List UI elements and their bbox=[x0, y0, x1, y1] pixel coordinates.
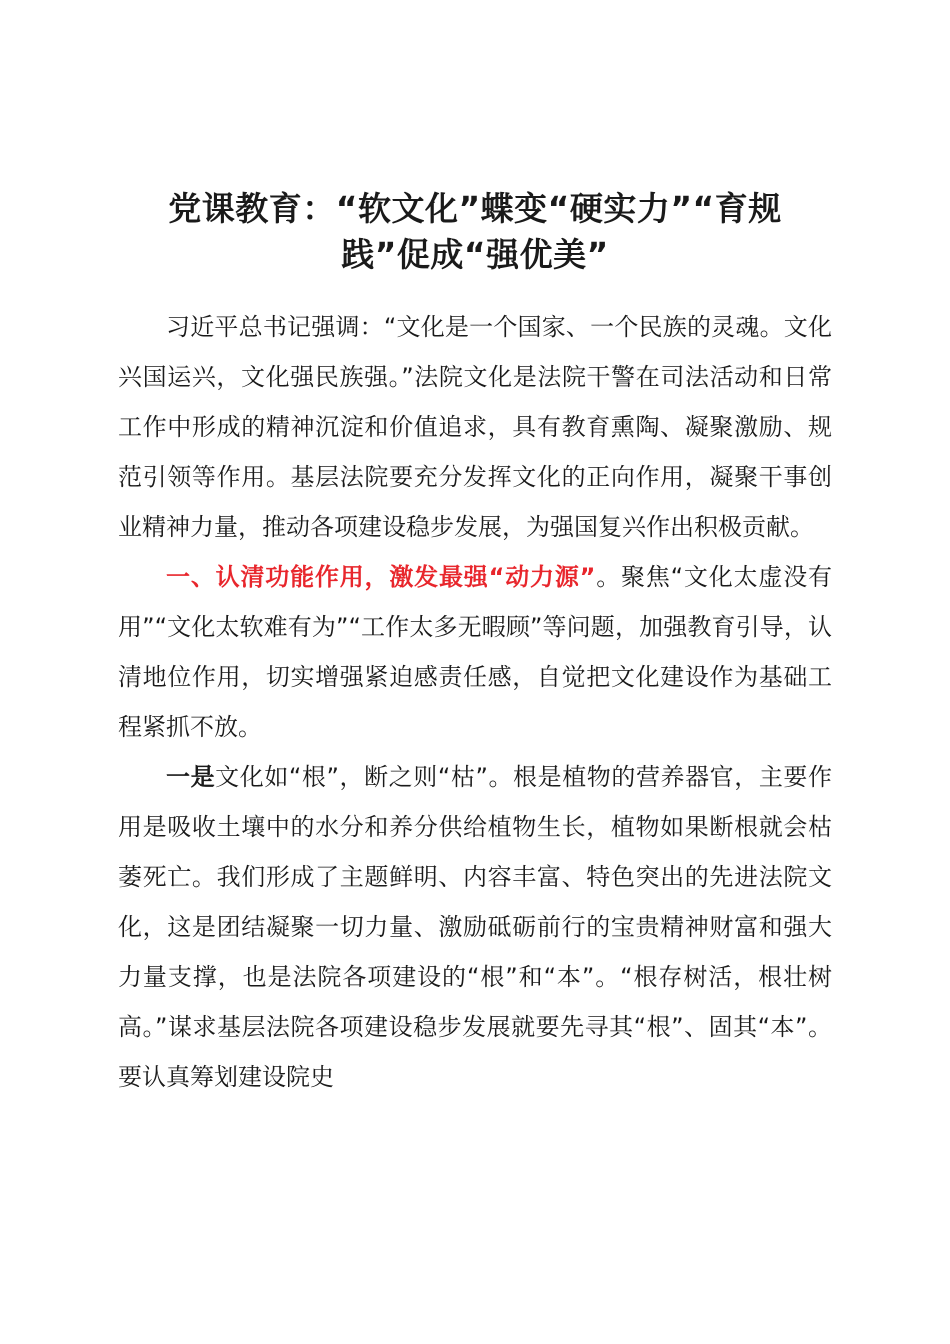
document-title bbox=[100, 186, 850, 278]
section-1-text: 。聚焦“文化太虚没有用”“文化太软难有为”“工作太多无暇顾”等问题，加强教育引导，认清地位作用，切实增强紧迫感责任感，自觉把文化建设作为基础工程紧抓不放。 bbox=[118, 563, 833, 741]
intro-paragraph bbox=[118, 302, 832, 552]
point-1-text: 文化如“根”，断之则“枯”。根是植物的营养器官，主要作用是吸收土壤中的水分和养分供给植物生长，植物如果断根就会枯萎死亡。我们形成了主题鲜明、内容丰富、特色突出的先进法院文化，这是团结凝聚一切力量、激励砥砺前行的宝贵精神财富和强大力量支撑，也是法院各项建设的“根”和“本”。“根存树活，根壮树高。”谋求基层法院各项建设稳步发展就要先寻其“根”、固其“本”。要认真筹划建设院史 bbox=[118, 763, 833, 1091]
title-line-2: 践”促成“强优美” bbox=[341, 235, 609, 274]
section-1-heading: 一、认清功能作用，激发最强“动力源” bbox=[166, 563, 596, 591]
title-line-1: 党课教育：“软文化”蝶变“硬实力”“育规 bbox=[168, 189, 782, 228]
point-1-lead: 一是 bbox=[166, 763, 216, 791]
intro-paragraph-text: 习近平总书记强调：“文化是一个国家、一个民族的灵魂。文化兴国运兴，文化强民族强。”法院文化是法院干警在司法活动和日常工作中形成的精神沉淀和价值追求，具有教育熏陶、凝聚激励、规范引领等作用。基层法院要充分发挥文化的正向作用，凝聚干事创业精神力量，推动各项建设稳步发展，为强国复兴作出积极贡献。 bbox=[118, 313, 832, 541]
document-body bbox=[118, 302, 832, 1102]
point-1-paragraph bbox=[118, 752, 832, 1102]
section-1-paragraph bbox=[118, 552, 832, 752]
